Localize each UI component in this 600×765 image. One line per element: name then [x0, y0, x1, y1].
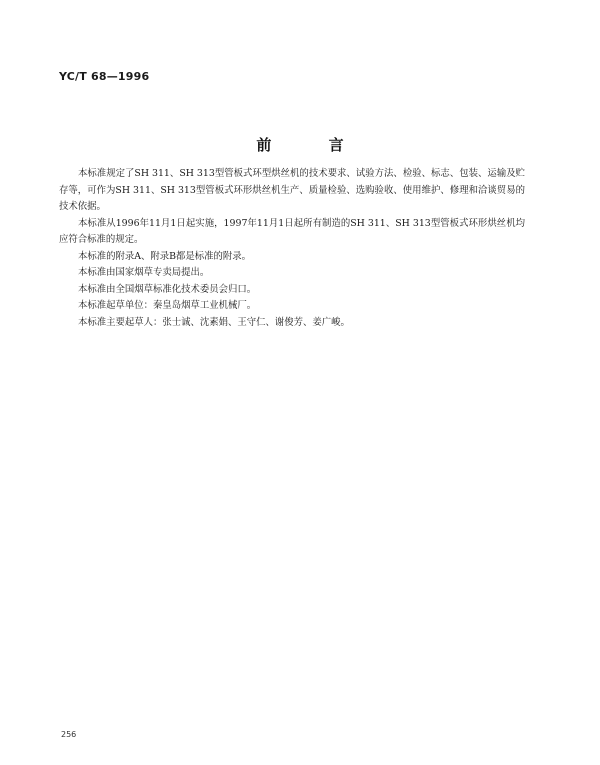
paragraph-drafting-unit: 本标准起草单位：秦皇岛烟草工业机械厂。 [78, 300, 257, 311]
paragraph-effective-date: 本标准从1996年11月1日起实施，1997年11月1日起所有制造的SH 311、SH 313型管板式环形烘丝机均应符合标准的规定。 [59, 217, 525, 245]
standard-code: YC/T 68—1996 [59, 70, 150, 83]
paragraph-appendices: 本标准的附录A、附录B都是标准的附录。 [78, 250, 252, 262]
paragraph-scope: 本标准规定了SH 311、SH 313型管板式环型烘丝机的技术要求、试验方法、检验、标志、包装、运输及贮存等，可作为SH 311、SH 313型管板式环形烘丝机生产、质量检验、选购验收、使用维护、修理和洽谈贸易的技术依据。 [59, 168, 525, 212]
paragraph-proposed-by: 本标准由国家烟草专卖局提出。 [78, 267, 210, 278]
foreword-body [59, 166, 525, 331]
paragraph-centralized-by: 本标准由全国烟草标准化技术委员会归口。 [78, 283, 257, 295]
page-title: 前 言 [256, 136, 370, 154]
page-number: 256 [61, 730, 77, 739]
paragraph-drafters: 本标准主要起草人：张士诚、沈素娟、王守仁、谢俊芳、姜广峻。 [78, 316, 350, 328]
